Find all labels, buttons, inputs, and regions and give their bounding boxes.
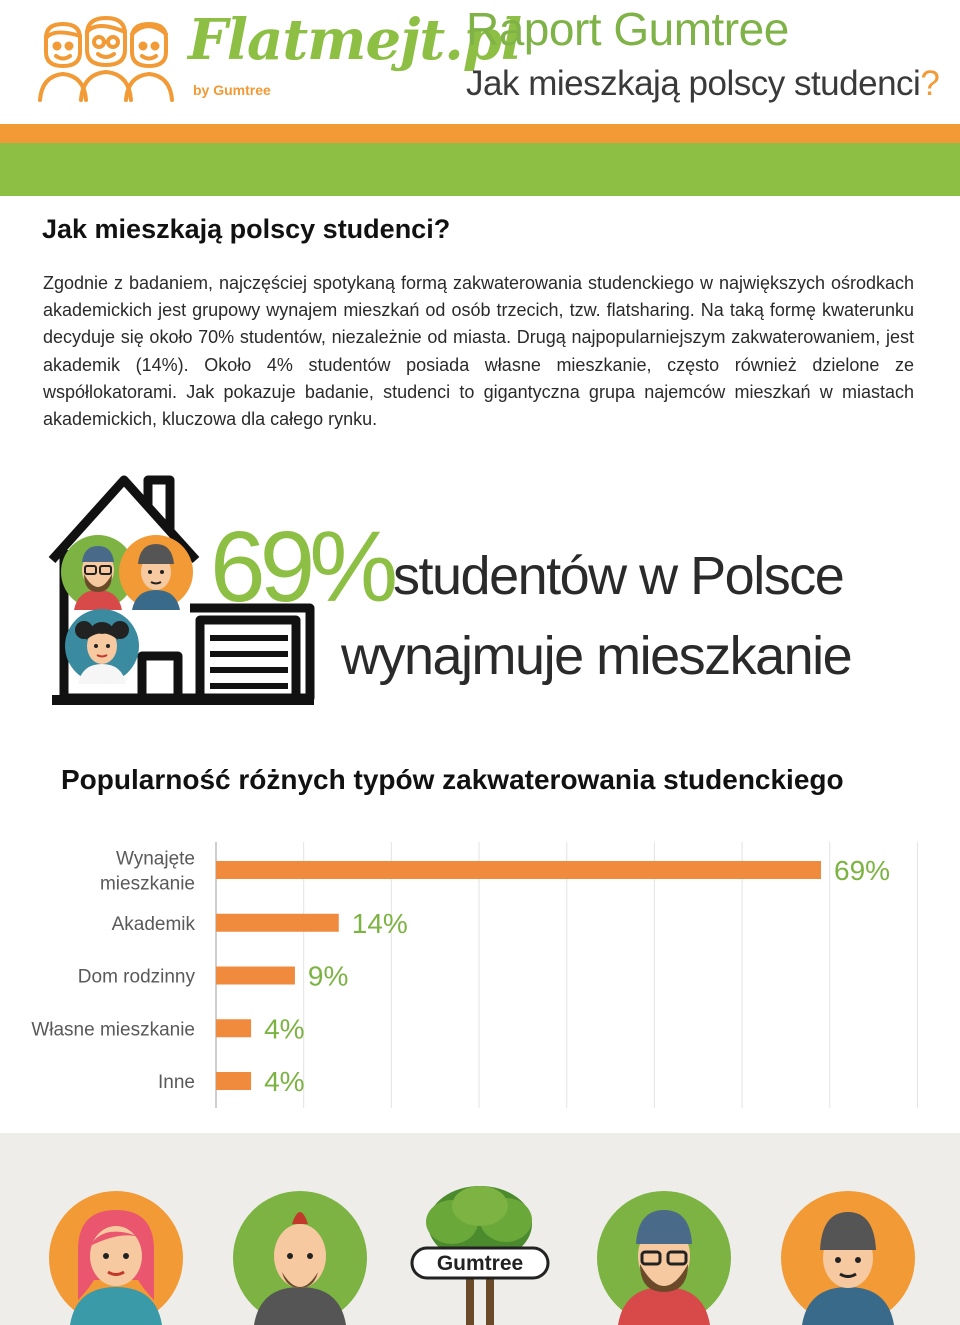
data-label: 14% [351, 907, 408, 939]
highlight-percent: 69% [210, 511, 393, 623]
green-divider [0, 143, 960, 196]
mascot-faces-icon [36, 8, 176, 102]
data-label: 69% [834, 855, 891, 886]
brand-byline: by Gumtree [193, 82, 271, 98]
avatar-girl-student-icon [64, 608, 140, 684]
avatar-mohawk-student-icon [232, 1190, 368, 1325]
avatar-bearded-glasses-student-icon [596, 1190, 732, 1325]
gumtree-tree-logo-icon[interactable] [406, 1182, 554, 1325]
category-label: Inne [158, 1072, 195, 1093]
report-subtitle-mark: ? [920, 64, 940, 103]
category-label: Własne mieszkanie [31, 1019, 195, 1041]
bar [216, 1019, 251, 1037]
bar [216, 967, 295, 985]
data-label: 4% [264, 1066, 305, 1097]
orange-divider [0, 124, 960, 143]
category-label: mieszkanie [99, 873, 195, 895]
avatar-beanie-student-icon [780, 1190, 916, 1325]
data-label: 9% [307, 960, 349, 992]
bar [216, 861, 821, 879]
category-label: Wynajęte [115, 848, 195, 870]
chart-title: Popularność różnych typów zakwaterowania studenckiego [61, 764, 844, 795]
avatar-pink-hair-girl-icon [48, 1190, 184, 1325]
report-subtitle-text: Jak mieszkają polscy studenci [466, 64, 921, 103]
brand-logo-text[interactable]: Flatmejt.pl [188, 7, 522, 73]
report-title: Raport Gumtree [466, 3, 789, 55]
category-label: Dom rodzinny [77, 966, 195, 988]
highlight-line-2: wynajmuje mieszkanie [341, 626, 852, 686]
intro-paragraph: Zgodnie z badaniem, najczęściej spotykaną formą zakwaterowania studenckiego w największych ośrodkach akademickich jest grupowy wynajem mieszkań od osób trzecich, tzw. flatsharing. Na taką formę kwaterunku decyduje się około 70% studentów, niezależnie od miasta. Drugą najpopularniejszym zakwaterowaniem, jest akademik (14%). Około 4% studentów posiada własne mieszkanie, często również dzielone ze współlokatorami. Jak pokazuje badanie, studenci to gigantyczna grupa najemców mieszkań w miastach akademickich, kluczowa dla całego rynku. [43, 273, 914, 430]
data-label: 4% [264, 1013, 305, 1045]
bar [216, 914, 339, 932]
report-subtitle [466, 62, 939, 106]
gumtree-logo-text: Gumtree [436, 1252, 524, 1275]
category-label: Akademik [111, 913, 195, 935]
accommodation-bar-chart [0, 830, 960, 1120]
intro-heading: Jak mieszkają polscy studenci? [42, 214, 451, 244]
highlight-line-1: studentów w Polsce [393, 546, 844, 606]
avatar-hat-student-icon [118, 534, 194, 610]
bar [216, 1072, 251, 1090]
